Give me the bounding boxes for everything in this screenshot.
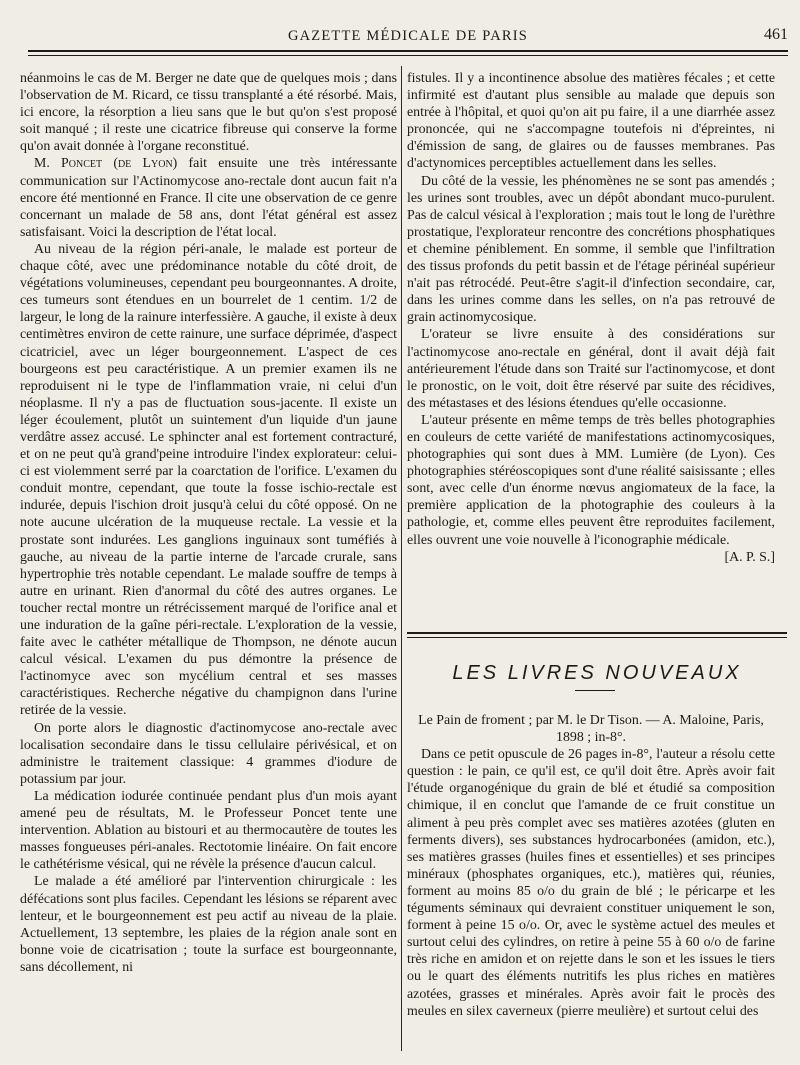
- journal-title: GAZETTE MÉDICALE DE PARIS: [287, 28, 529, 44]
- section-rule-thin: [407, 637, 787, 638]
- signature: [A. P. S.]: [724, 549, 775, 565]
- page-header: [28, 24, 788, 46]
- book-review: [407, 712, 775, 1020]
- paragraph: Du côté de la vessie, les phénomènes ne se sont pas amendés ; les urines sont troubles, avec un dépôt abondant muco-purulent. Pas de calcul vésical à l'exploration ; mais tout le long de l'urèthre prostatique, l'explorateur rencontre des concrétions phosphatiques et chemine péniblement. En somme, il semble que l'infiltration des tissus profonds du petit bassin et de l'étage périnéal supérieur n'ait pas rétrocédé. Peut-être s'agit-il d'infection secondaire, car, dans les urines comme dans les selles, on n'a pas retrouvé de grain actinomycosique.: [407, 173, 775, 326]
- author-name: M. Poncet (de Lyon): [34, 156, 178, 172]
- left-column: [20, 70, 397, 976]
- title-underline: [575, 690, 615, 691]
- right-column: [407, 70, 775, 566]
- paragraph: On porte alors le diagnostic d'actinomycose ano-rectale avec localisation secondaire dans le tissu cellulaire périvésical, et on administre le traitement classique: 4 grammes d'iodure de potassium par jour.: [20, 720, 397, 787]
- page-number: 461: [764, 26, 788, 43]
- paragraph: [20, 155, 397, 240]
- header-rule-thin: [28, 55, 788, 56]
- paragraph: fistules. Il y a incontinence absolue des matières fécales ; et cette infirmité est d'autant plus sensible au malade que depuis son entrée à l'hôpital, et quoi qu'on ait pu faire, il a une diarrhée assez prononcée, qui ne s'accompagne toutefois ni d'épreintes, ni d'émission de sang, de glaires ou de fausses membranes. Pas d'actynomices perceptibles actuellement dans les selles.: [407, 71, 775, 172]
- paragraph: La médication iodurée continuée pendant plus d'un mois ayant amené peu de résultats, M. le Professeur Poncet tente une intervention. Ablation au bistouri et au thermocautère de toutes les masses fongueuses péri-anales. Rectotomie linéaire. On fait encore le cathétérisme vésical, qui ne révèle la présence d'aucun calcul.: [20, 788, 397, 873]
- paragraph: Dans ce petit opuscule de 26 pages in-8°, l'auteur a résolu cette question : le pain, ce qu'il est, ce qu'il doit être. Après avoir fait l'étude organogénique du grain de blé et étudié sa composition chimique, il en conclut que l'amande de ce fruit constitue un aliment à peu près complet avec ses matières azotées (gluten en ferments divers), ses substances hydrocarbonées (amidon, etc.), ses matières grasses (huiles fines et essentielles) et ses principes minéraux (phosphates organiques, etc.), matières qui, réunies, forment au moins 85 o/o du grain de blé ; le péricarpe et les téguments séminaux qui devraient constituer uniquement le son, forment à peine 15 o/o. Or, avec le système actuel des meules et surtout celui des cylindres, on retire à peine 55 à 60 o/o de farine très riche en amidon et on rejette dans le son et les issues le tiers ou le quart des éléments nutritifs les plus riches en matières azotées, grasses et minérales. Après avoir fait le procès des meules en silex caverneux (pierre meulière) et surtout celui des: [407, 747, 775, 1019]
- paragraph: Au niveau de la région péri-anale, le malade est porteur de chaque côté, avec une prédominance notable du côté droit, de végétations volumineuses, cependant peu bourgeonnantes. A droite, ces tumeurs sont étendues en un bourrelet de 1 centim. 1/2 de largeur, le long de la rainure interfessière. A gauche, il existe à deux centimètres environ de cette rainure, une surface déprimée, d'aspect cicatriciel, avec un léger bourgeonnement. L'aspect de ces bourgeons est peu caractéristique. A un premier examen ils ne reproduisent ni le type de l'inflammation vraie, ni celui d'un néoplasme. Il n'y a pas de fluctuation sous-jacente. Il existe un léger écoulement, plutôt un suintement d'un liquide d'un jaune verdâtre assez accusé. Le sphincter anal est fortement contracturé, et on ne peut qu'à grand'peine introduire l'index explorateur: celui-ci est violemment serré par la coarctation de l'orifice. L'examen du conduit montre, cependant, que toute la fosse ischio-rectale est indurée, depuis l'ischion droit jusqu'à celui du côté opposé. On ne note aucune ulcération de la muqueuse rectale. La vessie et la prostate sont indurées. Les ganglions inguinaux sont tuméfiés à gauche, au niveau de la partie interne de l'arcade crurale, sans hypertrophie très notable cependant. Le malade souffre de temps à autre en urinant. Rien d'anormal du côté des autres organes. Le toucher rectal montre un rétrécissement marqué de l'orifice anal et une induration de la gaîne péri-rectale. L'exploration de la vessie, faite avec le cathéter métallique de Thompson, ne dénote aucun calcul vésical. L'examen du pus démontre la présence de l'actinomyce avec son mycélium central et ses masses caractéristiques. Recherche négative du champignon dans l'urine retirée de la vessie.: [20, 241, 397, 719]
- paragraph-text: fait ensuite une très intéressante communication sur l'Actinomycose ano-rectale dont aucun fait n'a encore été mentionné en France. Il cite une observation de ce genre concernant un malade de 58 ans, dont l'état général est assez satisfaisant. Voici la description de l'état local.: [20, 156, 397, 240]
- paragraph: L'auteur présente en même temps de très belles photographies en couleurs de cette variété de manifestations actinomycosiques, photographies qui sont dues à MM. Lumière (de Lyon). Ces photographies stéréoscopiques sont d'une réalité saisissante ; elles sont, avec celle d'un énorme nœvus angiomateux de la face, la première application de la photographie des couleurs à la pathologie, et, comme elles peuvent être reproduites facilement, elles ouvrent une voie nouvelle à l'iconographie médicale.: [407, 412, 775, 548]
- paragraph: Le malade a été amélioré par l'intervention chirurgicale : les défécations sont plus faciles. Cependant les lésions se réparent avec lenteur, et le bourgeonnement est peu actif au niveau de la plaie. Actuellement, 13 septembre, les plaies de la région anale sont en bonne voie de cicatrisation ; toute la surface est bourgeonnante, sans décollement, ni: [20, 874, 397, 975]
- book-title: Le Pain de froment ; par M. le Dr Tison. — A. Maloine, Paris, 1898 ; in-8°.: [418, 713, 764, 746]
- column-divider: [401, 66, 402, 1051]
- section-rule: [407, 632, 787, 634]
- section-title: LES LIVRES NOUVEAUX: [452, 662, 742, 684]
- paragraph: L'orateur se livre ensuite à des considérations sur l'actinomycose ano-rectale en général, dont il avait déjà fait antérieurement l'étude dans son Traité sur l'actinomycose, et dont le pronostic, on le voit, doit être réservé par suite des récidives, des métastases et des lésions étendues qu'elle occasionne.: [407, 327, 775, 411]
- header-rule: [28, 50, 788, 52]
- paragraph: néanmoins le cas de M. Berger ne date que de quelques mois ; dans l'observation de M. Ricard, ce tissu transplanté a été résorbé. Mais, ici encore, la résorption a lieu sans que le but qu'on s'est proposé soit manqué ; il reste une cicatrice fibreuse qui conserve la forme qu'on avait donnée à l'organe reconstitué.: [20, 71, 397, 155]
